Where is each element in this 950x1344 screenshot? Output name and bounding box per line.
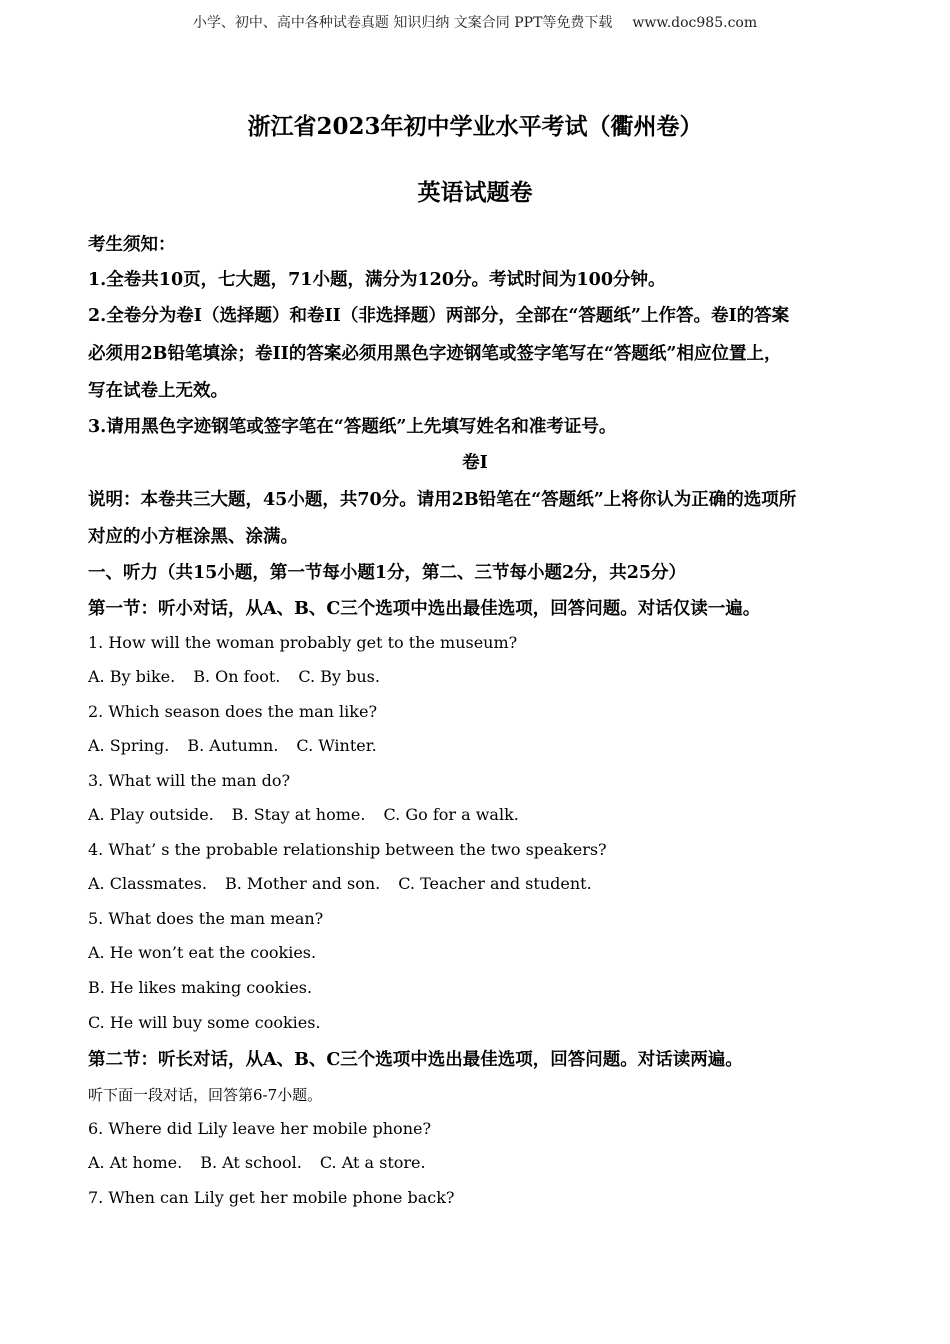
question-5-option-a: A. He won’t eat the cookies. [88, 943, 317, 962]
question-6-options [88, 1153, 863, 1172]
page-header [0, 12, 950, 32]
section2-title: 第二节：听长对话，从A、B、C三个选项中选出最佳选项，回答问题。对话读两遍。 [88, 1050, 743, 1070]
option-b: B. Autumn. [187, 736, 279, 755]
option-c: C. Winter. [296, 736, 377, 755]
notice-heading: 考生须知： [88, 235, 176, 255]
question-5: 5. What does the man mean? [88, 909, 324, 928]
option-a: A. At home. [88, 1153, 183, 1172]
volume-title: 卷I [462, 453, 488, 473]
option-c: C. Go for a walk. [383, 805, 519, 824]
option-a: A. Spring. [88, 736, 170, 755]
question-6: 6. Where did Lily leave her mobile phone? [88, 1119, 432, 1138]
option-b: B. Mother and son. [224, 874, 381, 893]
option-b: B. On foot. [193, 667, 281, 686]
question-2: 2. Which season does the man like? [88, 702, 378, 721]
option-b: B. Stay at home. [231, 805, 366, 824]
question-3: 3. What will the man do? [88, 771, 291, 790]
question-4: 4. What’ s the probable relationship between the two speakers? [88, 840, 607, 859]
question-1-options [88, 667, 863, 686]
question-4-options [88, 874, 863, 893]
exam-title: 浙江省2023年初中学业水平考试（衢州卷） [247, 113, 703, 140]
header-website-link[interactable]: www.doc985.com [632, 15, 758, 31]
option-a: A. Classmates. [88, 874, 207, 893]
section1-title: 第一节：听小对话，从A、B、C三个选项中选出最佳选项，回答问题。对话仅读一遍。 [88, 599, 761, 619]
volume-desc-line-2: 对应的小方框涂黑、涂满。 [88, 527, 298, 547]
header-left-text: 小学、初中、高中各种试卷真题 知识归纳 文案合同 PPT等免费下载 [192, 15, 613, 31]
question-5-option-b: B. He likes making cookies. [88, 978, 313, 997]
question-3-options [88, 805, 863, 824]
part1-title: 一、听力（共15小题，第一节每小题1分，第二、三节每小题2分，共25分） [88, 563, 687, 583]
notice-item-2-line-3: 写在试卷上无效。 [88, 381, 228, 401]
notice-item-2-line-1: 2.全卷分为卷I（选择题）和卷II（非选择题）两部分，全部在“答题纸”上作答。卷I的答案 [88, 306, 790, 326]
volume-desc-line-1: 说明：本卷共三大题，45小题，共70分。请用2B铅笔在“答题纸”上将你认为正确的选项所 [88, 490, 797, 510]
option-a: A. By bike. [88, 667, 176, 686]
exam-subtitle: 英语试题卷 [417, 179, 533, 206]
option-c: C. At a store. [319, 1153, 426, 1172]
option-b: B. At school. [200, 1153, 302, 1172]
question-7: 7. When can Lily get her mobile phone back? [88, 1188, 455, 1207]
question-2-options [88, 736, 863, 755]
question-1: 1. How will the woman probably get to the museum? [88, 633, 518, 652]
section2-note: 听下面一段对话，回答第6-7小题。 [88, 1086, 323, 1104]
option-c: C. By bus. [298, 667, 380, 686]
notice-item-3: 3.请用黑色字迹钢笔或签字笔在“答题纸”上先填写姓名和准考证号。 [88, 417, 617, 437]
notice-item-1: 1.全卷共10页，七大题，71小题，满分为120分。考试时间为100分钟。 [88, 270, 666, 290]
question-5-option-c: C. He will buy some cookies. [88, 1013, 321, 1032]
option-a: A. Play outside. [88, 805, 214, 824]
option-c: C. Teacher and student. [398, 874, 592, 893]
notice-item-2-line-2: 必须用2B铅笔填涂；卷II的答案必须用黑色字迹钢笔或签字笔写在“答题纸”相应位置上， [88, 344, 782, 364]
